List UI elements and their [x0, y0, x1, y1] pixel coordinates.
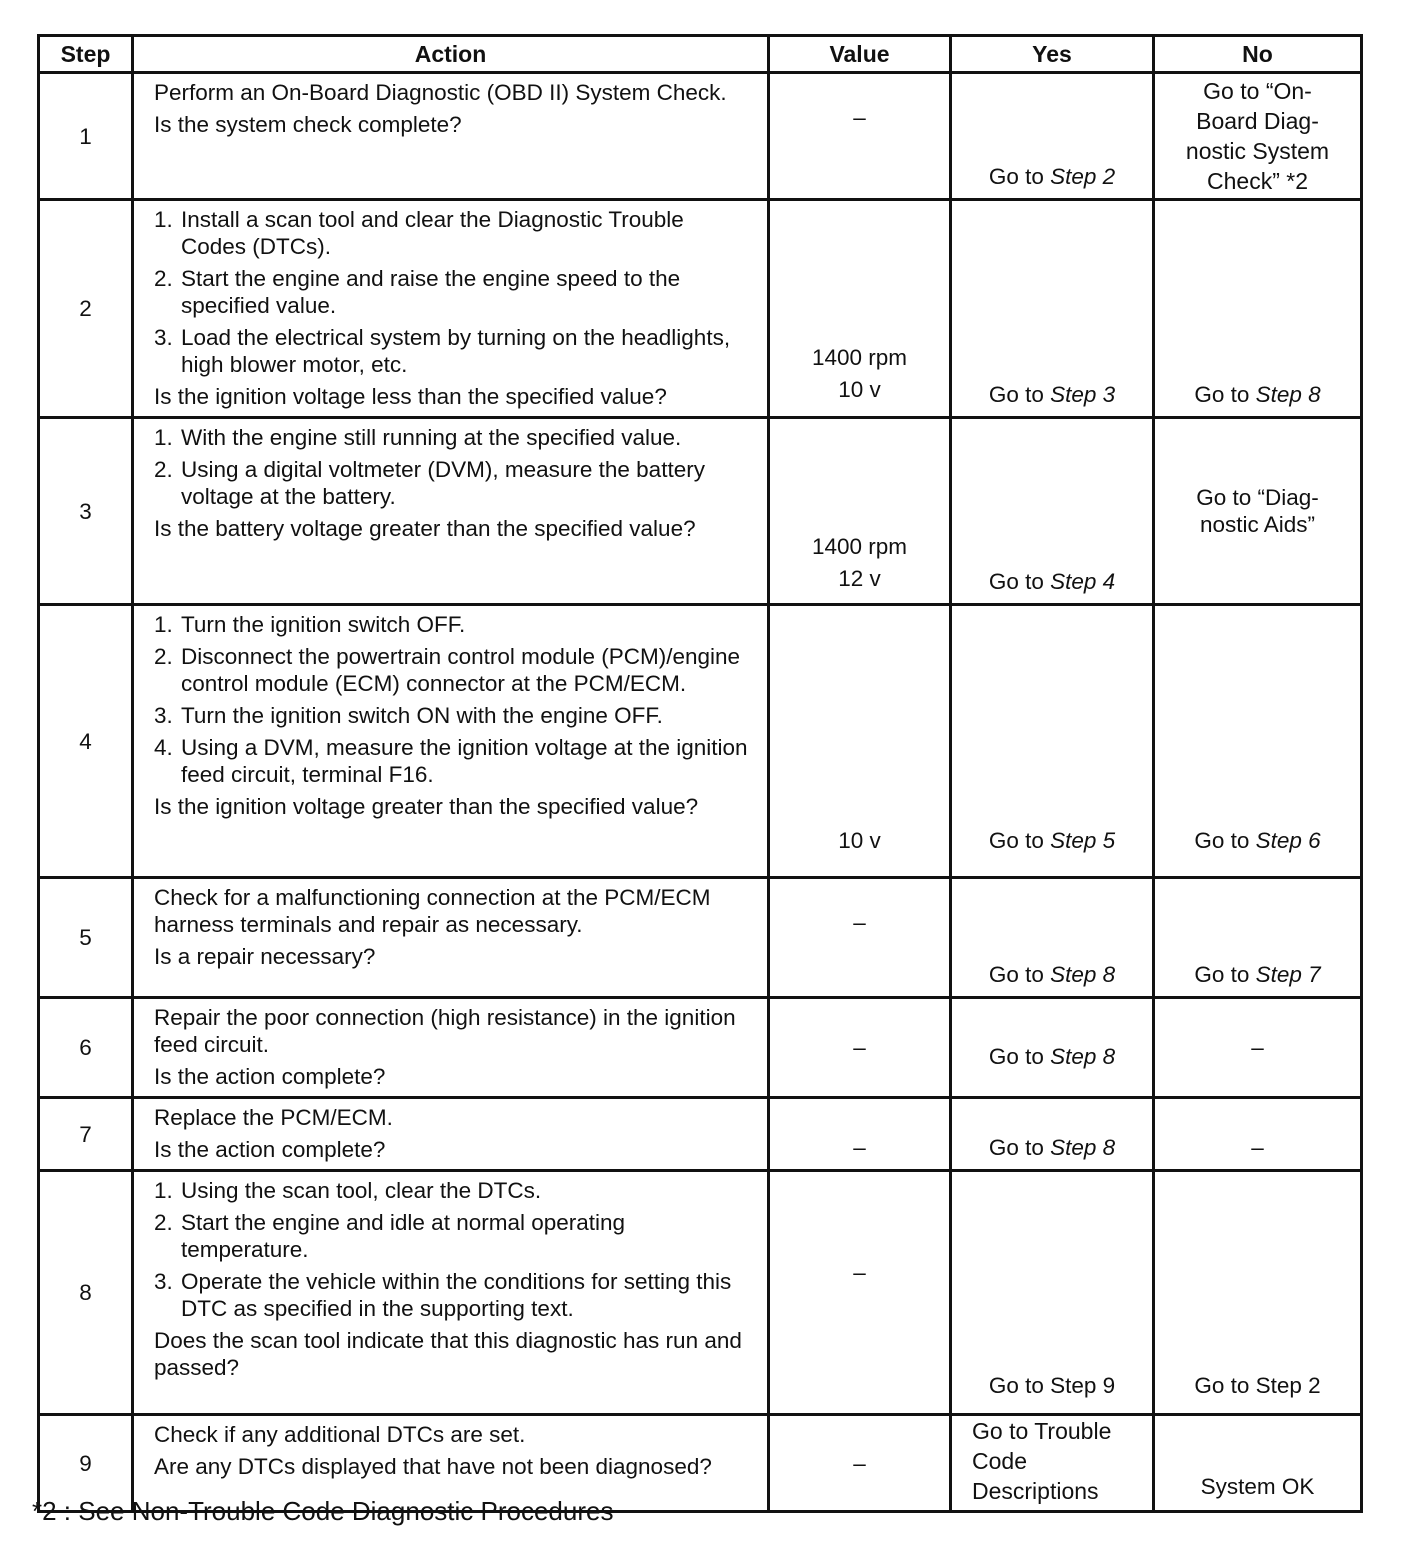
- no-line: Check” *2: [1207, 168, 1308, 194]
- no-cell: Go to Step 2: [1154, 1171, 1362, 1415]
- list-item: 3. Load the electrical system by turning on the headlights, high blower motor, etc.: [154, 325, 731, 377]
- action-question: Is the ignition voltage greater than the specified value?: [154, 794, 699, 819]
- step-number: 2: [39, 200, 133, 418]
- yes-cell: Go to Step 9: [951, 1171, 1154, 1415]
- table-row: [39, 418, 1362, 605]
- no-cell: [1154, 878, 1362, 998]
- no-line: Board Diag-: [1196, 108, 1319, 134]
- no-prefix: Go to: [1194, 962, 1256, 987]
- no-cell: –: [1154, 998, 1362, 1098]
- yes-cell: [951, 73, 1154, 200]
- list-item: 4. Using a DVM, measure the ignition voltage at the ignition feed circuit, terminal F16.: [154, 735, 748, 787]
- value-line: 1400 rpm: [811, 534, 908, 559]
- table-row: [39, 200, 1362, 418]
- yes-prefix: Go to: [988, 1044, 1051, 1069]
- action-cell: [133, 878, 769, 998]
- header-value: Value: [769, 36, 951, 73]
- no-step-link: Step 6: [1255, 828, 1321, 853]
- header-no: No: [1154, 36, 1362, 73]
- action-question: Is the action complete?: [154, 1137, 386, 1162]
- yes-prefix: Go to: [988, 828, 1051, 853]
- diagnostic-table-container: [37, 34, 1360, 1513]
- no-cell: System OK: [1154, 1415, 1362, 1512]
- no-cell: –: [1154, 1098, 1362, 1171]
- action-text: Repair the poor connection (high resistance) in the ignition feed circuit.: [154, 1005, 736, 1057]
- action-question: Is the battery voltage greater than the specified value?: [154, 516, 696, 541]
- header-yes: Yes: [951, 36, 1154, 73]
- list-item: 3. Operate the vehicle within the conditions for setting this DTC as specified in the supporting text.: [154, 1269, 732, 1321]
- yes-prefix: Go to: [988, 962, 1051, 987]
- no-step-link: Step 7: [1255, 962, 1321, 987]
- yes-step-link: Step 8: [1050, 1044, 1116, 1069]
- value-line: 10 v: [838, 377, 881, 402]
- action-question: Is the system check complete?: [154, 112, 462, 137]
- yes-cell: [951, 998, 1154, 1098]
- value-cell: [769, 418, 951, 605]
- step-number: 5: [39, 878, 133, 998]
- step-number: 4: [39, 605, 133, 878]
- list-item: 3. Turn the ignition switch ON with the engine OFF.: [154, 703, 663, 728]
- action-question: Is the ignition voltage less than the specified value?: [154, 384, 667, 409]
- value-cell: –: [769, 878, 951, 998]
- action-cell: [133, 1171, 769, 1415]
- table-row: [39, 605, 1362, 878]
- table-row: [39, 878, 1362, 998]
- step-number: 9: [39, 1415, 133, 1512]
- yes-step-link: Step 3: [1050, 382, 1116, 407]
- no-prefix: Go to: [1194, 828, 1256, 853]
- value-cell: –: [769, 1098, 951, 1171]
- no-prefix: Go to: [1194, 382, 1256, 407]
- step-number: 6: [39, 998, 133, 1098]
- step-number: 8: [39, 1171, 133, 1415]
- action-cell: [133, 418, 769, 605]
- action-cell: [133, 73, 769, 200]
- yes-cell: [951, 1415, 1154, 1512]
- action-cell: [133, 998, 769, 1098]
- table-row: [39, 73, 1362, 200]
- action-question: Does the scan tool indicate that this diagnostic has run and passed?: [154, 1328, 742, 1380]
- list-item: 1. Using the scan tool, clear the DTCs.: [154, 1178, 542, 1203]
- action-question: Is the action complete?: [154, 1064, 386, 1089]
- yes-prefix: Go to: [988, 382, 1051, 407]
- step-number: 1: [39, 73, 133, 200]
- no-cell: [1154, 605, 1362, 878]
- action-text: Replace the PCM/ECM.: [154, 1105, 393, 1130]
- list-item: 2. Using a digital voltmeter (DVM), measure the battery voltage at the battery.: [154, 457, 705, 509]
- list-item: 1. Turn the ignition switch OFF.: [154, 612, 466, 637]
- header-row: [39, 36, 1362, 73]
- yes-step-link: Step 8: [1050, 962, 1116, 987]
- yes-step-link: Step 2: [1050, 164, 1116, 189]
- list-item: 2. Disconnect the powertrain control module (PCM)/engine control module (ECM) connector at the PCM/ECM.: [154, 644, 741, 696]
- action-cell: [133, 200, 769, 418]
- action-cell: [133, 605, 769, 878]
- action-cell: [133, 1098, 769, 1171]
- value-cell: –: [769, 998, 951, 1098]
- no-step-link: Step 8: [1255, 382, 1321, 407]
- header-action: Action: [133, 36, 769, 73]
- value-line: 1400 rpm: [811, 345, 908, 370]
- yes-prefix: Go to: [988, 1135, 1051, 1160]
- action-text: Check for a malfunctioning connection at the PCM/ECM harness terminals and repair as necessary.: [154, 885, 711, 937]
- no-line: Go to “Diag-: [1196, 485, 1319, 510]
- table-row: [39, 998, 1362, 1098]
- yes-line: Descriptions: [972, 1478, 1099, 1504]
- yes-step-link: Step 8: [1050, 1135, 1116, 1160]
- no-cell: [1154, 73, 1362, 200]
- no-cell: [1154, 418, 1362, 605]
- yes-step-link: Step 4: [1050, 569, 1116, 594]
- diagnostic-table: [37, 34, 1363, 1513]
- value-cell: [769, 200, 951, 418]
- header-step: Step: [39, 36, 133, 73]
- no-line: Go to “On-: [1203, 78, 1312, 104]
- value-cell: –: [769, 1415, 951, 1512]
- yes-cell: [951, 1098, 1154, 1171]
- list-item: 2. Start the engine and raise the engine speed to the specified value.: [154, 266, 681, 318]
- no-line: nostic Aids”: [1199, 512, 1316, 537]
- action-question: Are any DTCs displayed that have not been diagnosed?: [154, 1454, 712, 1479]
- yes-prefix: Go to: [988, 164, 1051, 189]
- list-item: 1. Install a scan tool and clear the Diagnostic Trouble Codes (DTCs).: [154, 207, 684, 259]
- yes-cell: [951, 878, 1154, 998]
- yes-cell: [951, 200, 1154, 418]
- yes-cell: [951, 605, 1154, 878]
- action-text: Check if any additional DTCs are set.: [154, 1422, 526, 1447]
- action-text: Perform an On-Board Diagnostic (OBD II) System Check.: [154, 80, 727, 105]
- no-line: nostic System: [1185, 138, 1330, 164]
- step-number: 3: [39, 418, 133, 605]
- action-question: Is a repair necessary?: [154, 944, 376, 969]
- value-line: 12 v: [838, 566, 881, 591]
- yes-cell: [951, 418, 1154, 605]
- footnote: *2 : See Non-Trouble Code Diagnostic Procedures: [32, 1496, 614, 1526]
- value-cell: –: [769, 73, 951, 200]
- yes-step-link: Step 5: [1050, 828, 1116, 853]
- list-item: 1. With the engine still running at the specified value.: [154, 425, 682, 450]
- table-row: [39, 1171, 1362, 1415]
- yes-line: Go to Trouble: [972, 1418, 1112, 1444]
- table-row: [39, 1098, 1362, 1171]
- step-number: 7: [39, 1098, 133, 1171]
- value-cell: 10 v: [769, 605, 951, 878]
- value-cell: –: [769, 1171, 951, 1415]
- list-item: 2. Start the engine and idle at normal operating temperature.: [154, 1210, 626, 1262]
- yes-prefix: Go to: [988, 569, 1051, 594]
- no-cell: [1154, 200, 1362, 418]
- yes-line: Code: [972, 1448, 1027, 1474]
